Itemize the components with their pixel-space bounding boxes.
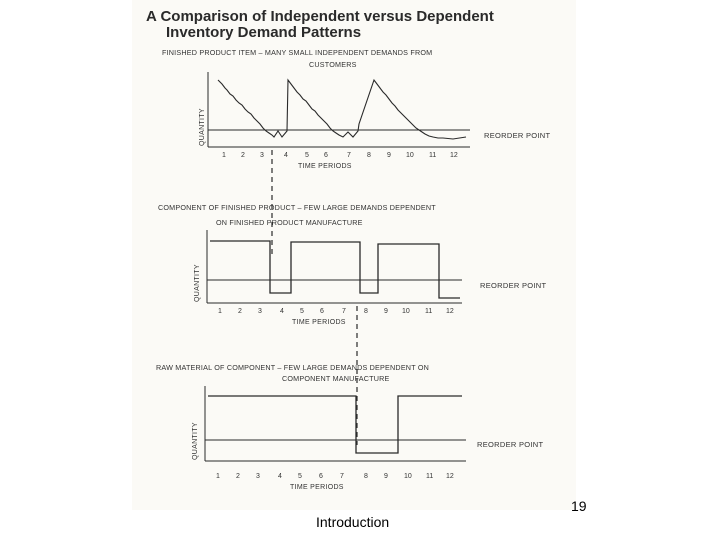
panel3-x-axis-label: TIME PERIODS xyxy=(290,484,344,491)
panel1-time-ticks xyxy=(222,152,458,159)
panel2-step-series xyxy=(210,241,460,298)
panel3-tick: 2 xyxy=(236,473,240,480)
panel2-time-ticks xyxy=(218,308,454,315)
panel1-tick: 9 xyxy=(387,152,391,159)
panel2-tick: 10 xyxy=(402,308,410,315)
panel3-step-series xyxy=(208,396,462,453)
panel3-tick: 10 xyxy=(404,473,412,480)
panel1-tick: 1 xyxy=(222,152,226,159)
panel2-tick: 4 xyxy=(280,308,284,315)
panel1-tick: 7 xyxy=(347,152,351,159)
panel1-tick: 5 xyxy=(305,152,309,159)
panel3-tick: 11 xyxy=(426,473,434,480)
scanned-figure xyxy=(132,0,576,510)
figure-title-line1: A Comparison of Independent versus Dependent xyxy=(146,8,494,25)
panel3-tick: 12 xyxy=(446,473,454,480)
panel2-tick: 12 xyxy=(446,308,454,315)
panel2-reorder-label: REORDER POINT xyxy=(480,281,547,290)
panel2-caption-line2: ON FINISHED PRODUCT MANUFACTURE xyxy=(216,218,363,227)
panel1-tick: 2 xyxy=(241,152,245,159)
panel2-tick: 8 xyxy=(364,308,368,315)
panel1-tick: 3 xyxy=(260,152,264,159)
panel2-caption-line1: COMPONENT OF FINISHED PRODUCT – FEW LARGE DEMANDS DEPENDENT xyxy=(158,203,436,212)
panel3-tick: 1 xyxy=(216,473,220,480)
panel2-tick: 3 xyxy=(258,308,262,315)
panel3-tick: 5 xyxy=(298,473,302,480)
panel3-reorder-label: REORDER POINT xyxy=(477,440,544,449)
panel3-time-ticks xyxy=(216,473,454,480)
footer-label: Introduction xyxy=(316,514,390,530)
panel1-tick: 6 xyxy=(324,152,328,159)
panel1-caption-line2: CUSTOMERS xyxy=(309,60,357,69)
panel1-caption-line1: FINISHED PRODUCT ITEM – MANY SMALL INDEPENDENT DEMANDS FROM xyxy=(162,48,433,57)
panel1-y-axis-label: QUANTITY xyxy=(199,108,206,146)
panel2-tick: 11 xyxy=(425,308,433,315)
panel3-tick: 7 xyxy=(340,473,344,480)
panel2-tick: 9 xyxy=(384,308,388,315)
page-number: 19 xyxy=(571,498,587,514)
panel1-x-axis-label: TIME PERIODS xyxy=(298,163,352,170)
panel2-tick: 1 xyxy=(218,308,222,315)
panel1-tick: 11 xyxy=(429,152,437,159)
panel1-reorder-label: REORDER POINT xyxy=(484,131,551,140)
panel2-x-axis-label: TIME PERIODS xyxy=(292,319,346,326)
panel3-caption-line1: RAW MATERIAL OF COMPONENT – FEW LARGE DEMANDS DEPENDENT ON xyxy=(156,363,430,372)
panel1-tick: 8 xyxy=(367,152,371,159)
inventory-demand-diagram xyxy=(132,0,576,510)
panel3-tick: 8 xyxy=(364,473,368,480)
panel2-tick: 5 xyxy=(300,308,304,315)
panel3-caption-line2: COMPONENT MANUFACTURE xyxy=(282,374,390,383)
panel2-tick: 7 xyxy=(342,308,346,315)
panel3-tick: 6 xyxy=(319,473,323,480)
panel2-tick: 6 xyxy=(320,308,324,315)
panel2-y-axis-label: QUANTITY xyxy=(194,264,201,302)
figure-title-line2: Inventory Demand Patterns xyxy=(166,24,362,41)
panel1-tick: 12 xyxy=(450,152,458,159)
panel3-tick: 3 xyxy=(256,473,260,480)
panel3-tick: 4 xyxy=(278,473,282,480)
panel3-y-axis-label: QUANTITY xyxy=(192,422,199,460)
panel1-tick: 4 xyxy=(284,152,288,159)
panel3-tick: 9 xyxy=(384,473,388,480)
panel2-tick: 2 xyxy=(238,308,242,315)
panel1-tick: 10 xyxy=(406,152,414,159)
